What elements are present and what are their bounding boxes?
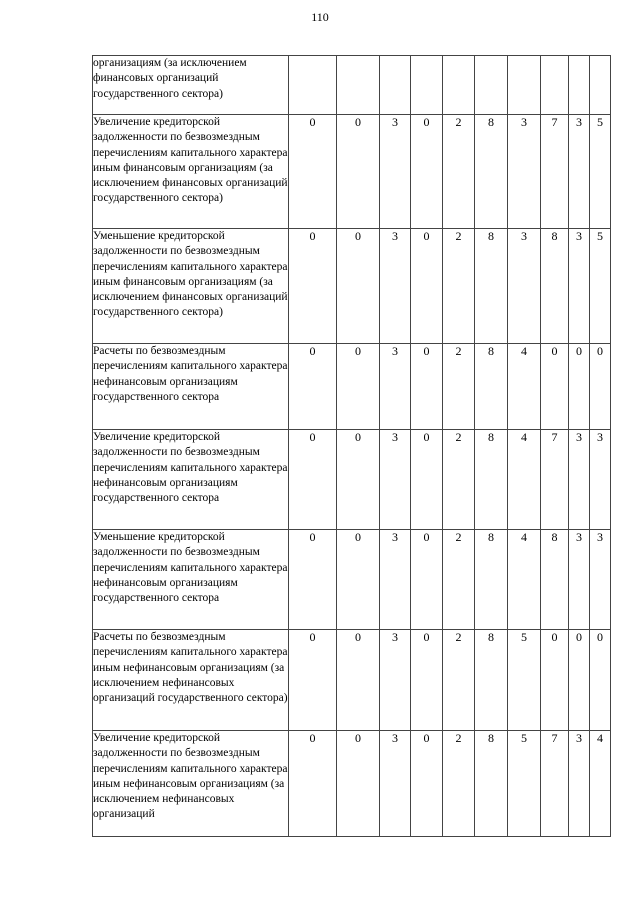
- code-digit: 2: [443, 731, 475, 837]
- code-digit: 0: [337, 731, 380, 837]
- code-digit: 0: [289, 115, 337, 229]
- code-digit: [337, 56, 380, 115]
- code-digit: 3: [380, 430, 411, 530]
- code-digit: [411, 56, 443, 115]
- row-description: Увеличение кредиторской задолженности по безвозмездным перечислениям капитального характера нефинансовым организациям государственного сектора: [93, 430, 289, 530]
- code-digit: 7: [541, 115, 569, 229]
- code-digit: 0: [541, 344, 569, 430]
- code-digit: 3: [380, 344, 411, 430]
- code-digit: 0: [337, 229, 380, 344]
- code-digit: 3: [569, 731, 590, 837]
- code-digit: [443, 56, 475, 115]
- code-digit: [508, 56, 541, 115]
- code-digit: [475, 56, 508, 115]
- code-digit: 0: [289, 731, 337, 837]
- code-digit: 0: [289, 229, 337, 344]
- code-digit: 5: [590, 229, 611, 344]
- code-digit: 3: [590, 430, 611, 530]
- code-digit: 8: [475, 731, 508, 837]
- row-description: Увеличение кредиторской задолженности по безвозмездным перечислениям капитального характера иным нефинансовым организациям (за исключением нефинансовых организаций: [93, 731, 289, 837]
- code-digit: 3: [380, 630, 411, 731]
- code-digit: 0: [289, 630, 337, 731]
- code-digit: 8: [475, 344, 508, 430]
- code-digit: 0: [569, 630, 590, 731]
- code-digit: 2: [443, 630, 475, 731]
- code-digit: 2: [443, 530, 475, 630]
- row-description: Уменьшение кредиторской задолженности по безвозмездным перечислениям капитального характера иным финансовым организациям (за исключением финансовых организаций государственного сектора): [93, 229, 289, 344]
- code-digit: 2: [443, 229, 475, 344]
- code-digit: 4: [508, 530, 541, 630]
- code-digit: 8: [475, 115, 508, 229]
- code-digit: 3: [590, 530, 611, 630]
- code-digit: 0: [590, 344, 611, 430]
- code-digit: 3: [508, 229, 541, 344]
- code-digit: 0: [541, 630, 569, 731]
- code-digit: 4: [508, 344, 541, 430]
- code-digit: 0: [411, 530, 443, 630]
- row-description: Расчеты по безвозмездным перечислениям капитального характера нефинансовым организациям государственного сектора: [93, 344, 289, 430]
- table-row: [93, 115, 611, 229]
- table-row: [93, 630, 611, 731]
- code-digit: 3: [380, 115, 411, 229]
- table-row: [93, 229, 611, 344]
- code-digit: 0: [590, 630, 611, 731]
- table-row: [93, 344, 611, 430]
- row-description: организациям (за исключением финансовых организаций государственного сектора): [93, 56, 289, 115]
- code-digit: [289, 56, 337, 115]
- account-code-table: [92, 55, 611, 837]
- code-digit: 0: [337, 630, 380, 731]
- code-digit: 3: [380, 731, 411, 837]
- row-description: Уменьшение кредиторской задолженности по безвозмездным перечислениям капитального характера нефинансовым организациям государственного сектора: [93, 530, 289, 630]
- code-digit: 3: [508, 115, 541, 229]
- code-digit: 0: [289, 530, 337, 630]
- code-digit: 0: [411, 731, 443, 837]
- code-digit: 5: [590, 115, 611, 229]
- page-number: 110: [311, 10, 329, 24]
- code-digit: 4: [508, 430, 541, 530]
- row-description: Увеличение кредиторской задолженности по безвозмездным перечислениям капитального характера иным финансовым организациям (за исключением финансовых организаций государственного сектора): [93, 115, 289, 229]
- code-digit: 0: [569, 344, 590, 430]
- code-digit: [569, 56, 590, 115]
- code-digit: 3: [569, 530, 590, 630]
- code-digit: 3: [569, 430, 590, 530]
- code-digit: 5: [508, 630, 541, 731]
- code-digit: 0: [411, 630, 443, 731]
- code-digit: 0: [337, 115, 380, 229]
- code-digit: 5: [508, 731, 541, 837]
- code-digit: 2: [443, 115, 475, 229]
- table-row: [93, 430, 611, 530]
- code-digit: 3: [380, 530, 411, 630]
- code-digit: [590, 56, 611, 115]
- code-digit: 3: [380, 229, 411, 344]
- code-digit: 8: [475, 530, 508, 630]
- code-digit: 8: [475, 430, 508, 530]
- code-digit: 2: [443, 430, 475, 530]
- code-digit: 8: [475, 630, 508, 731]
- code-digit: 3: [569, 115, 590, 229]
- table-row: [93, 731, 611, 837]
- code-digit: 0: [337, 530, 380, 630]
- row-description: Расчеты по безвозмездным перечислениям капитального характера иным нефинансовым организациям (за исключением нефинансовых организаций государственного сектора): [93, 630, 289, 731]
- code-digit: [380, 56, 411, 115]
- code-digit: 0: [411, 115, 443, 229]
- code-digit: 4: [590, 731, 611, 837]
- code-digit: [541, 56, 569, 115]
- code-digit: 2: [443, 344, 475, 430]
- table-row: [93, 530, 611, 630]
- code-digit: 0: [411, 344, 443, 430]
- code-digit: 0: [289, 430, 337, 530]
- code-digit: 0: [337, 344, 380, 430]
- code-digit: 8: [541, 530, 569, 630]
- code-digit: 3: [569, 229, 590, 344]
- code-digit: 0: [337, 430, 380, 530]
- code-digit: 0: [411, 229, 443, 344]
- table-body: [93, 56, 611, 837]
- code-digit: 0: [289, 344, 337, 430]
- table-row: [93, 56, 611, 115]
- code-digit: 7: [541, 430, 569, 530]
- code-digit: 8: [541, 229, 569, 344]
- code-digit: 0: [411, 430, 443, 530]
- code-digit: 7: [541, 731, 569, 837]
- code-digit: 8: [475, 229, 508, 344]
